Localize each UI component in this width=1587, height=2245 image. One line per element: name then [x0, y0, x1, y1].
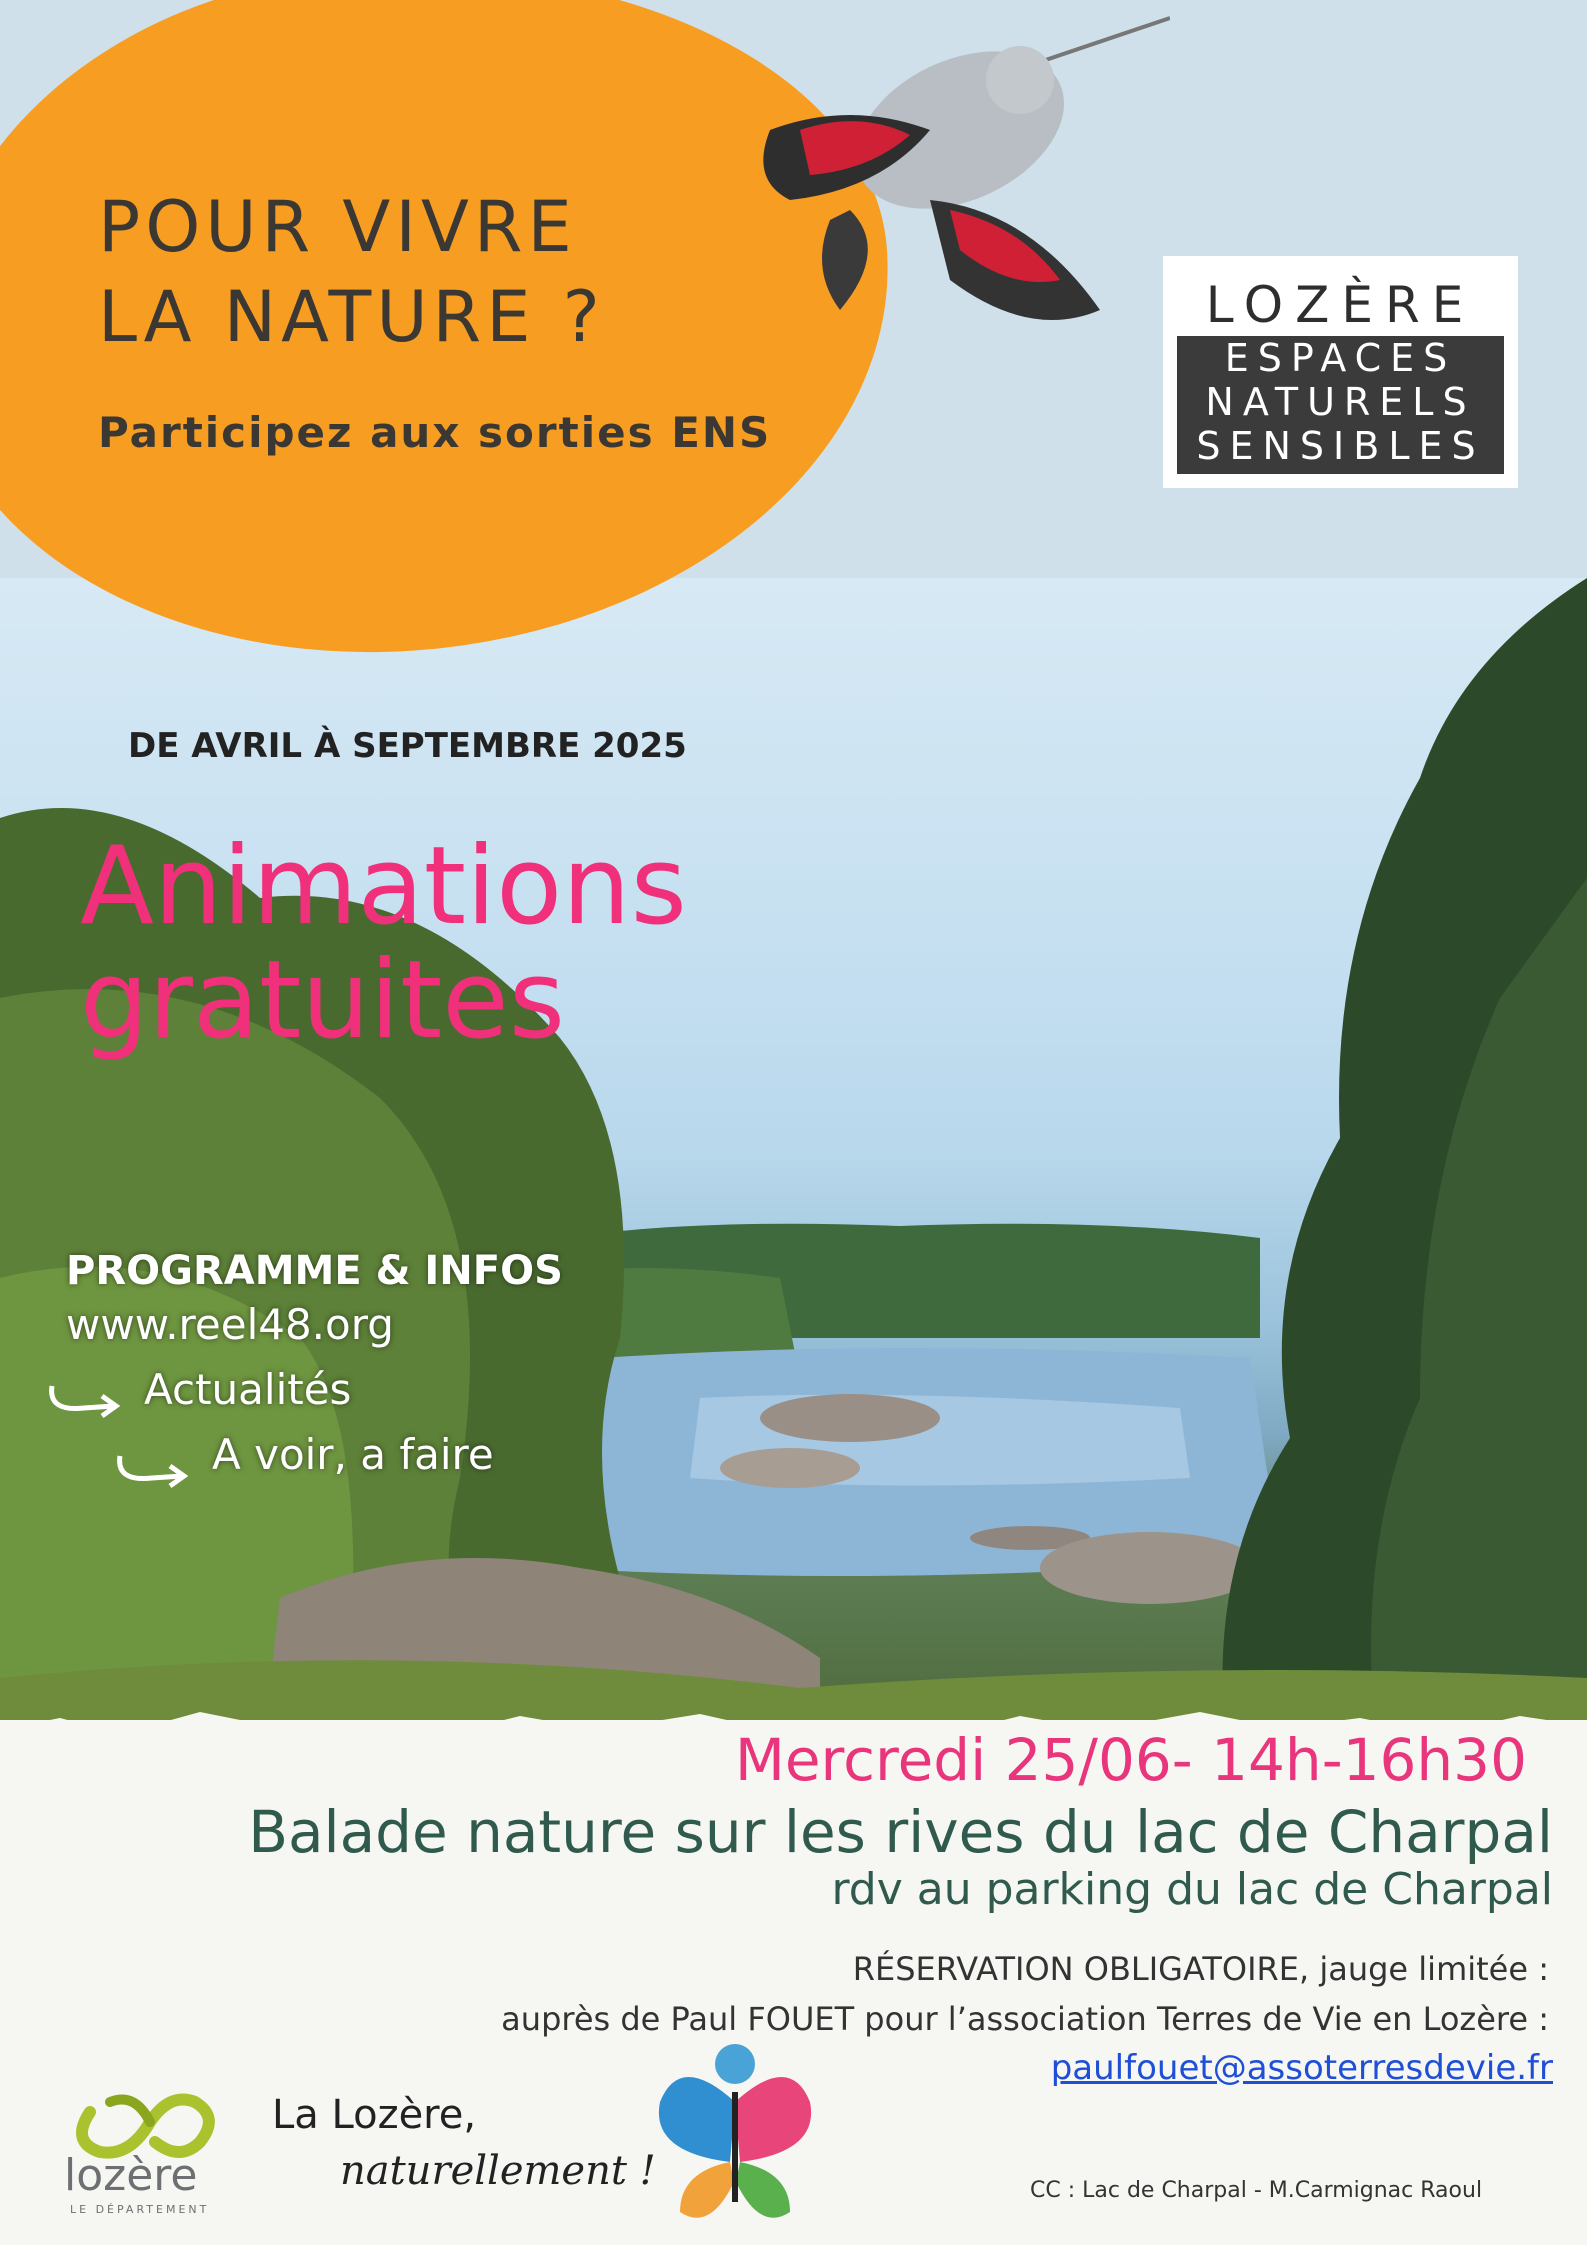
slogan-line1: La Lozère, [272, 2092, 477, 2138]
cpie-butterfly-logo-icon [650, 2042, 820, 2237]
ens-logo-line3: SENSIBLES [1196, 424, 1485, 468]
event-date: Mercredi 25/06- 14h-16h30 [734, 1726, 1527, 1794]
event-title: Balade nature sur les rives du lac de Charpal [248, 1798, 1553, 1866]
ens-logo-title: LOZÈRE [1205, 276, 1476, 334]
programme-title: PROGRAMME & INFOS [66, 1248, 563, 1294]
date-range: DE AVRIL À SEPTEMBRE 2025 [128, 726, 687, 766]
programme-step1: Actualités [144, 1365, 352, 1414]
programme-step2: A voir, a faire [212, 1430, 494, 1479]
photo-credit: CC : Lac de Charpal - M.Carmignac Raoul [1030, 2178, 1483, 2203]
reservation-contact: auprès de Paul FOUET pour l’association Terres de Vie en Lozère : [501, 2000, 1549, 2038]
programme-block [66, 1248, 563, 1479]
curved-arrow-icon [112, 1448, 190, 1492]
ens-logo [1163, 256, 1518, 488]
animations-title [80, 824, 687, 1063]
wallcreeper-bird-illustration [730, 10, 1170, 370]
subheadline: Participez aux sorties ENS [98, 408, 772, 457]
slogan-line2: naturellement ! [340, 2148, 656, 2194]
animations-line1: Animations [80, 824, 687, 949]
ens-logo-line1: ESPACES [1224, 336, 1457, 380]
contact-email-link[interactable]: paulfouet@assoterresdevie.fr [1050, 2048, 1553, 2088]
animations-line2: gratuites [80, 938, 565, 1063]
headline-line1: POUR VIVRE [98, 186, 577, 268]
programme-website[interactable]: www.reel48.org [66, 1300, 394, 1349]
lozere-logo-sub: LE DÉPARTEMENT [70, 2203, 210, 2216]
event-place: rdv au parking du lac de Charpal [831, 1864, 1553, 1915]
ens-logo-panel [1177, 336, 1504, 474]
curved-arrow-icon [44, 1378, 122, 1422]
lozere-logo-word: lozère [64, 2150, 198, 2201]
reservation-note: RÉSERVATION OBLIGATOIRE, jauge limitée : [852, 1950, 1549, 1988]
headline [98, 182, 605, 362]
ens-logo-line2: NATURELS [1205, 380, 1476, 424]
headline-line2: LA NATURE ? [98, 276, 605, 358]
